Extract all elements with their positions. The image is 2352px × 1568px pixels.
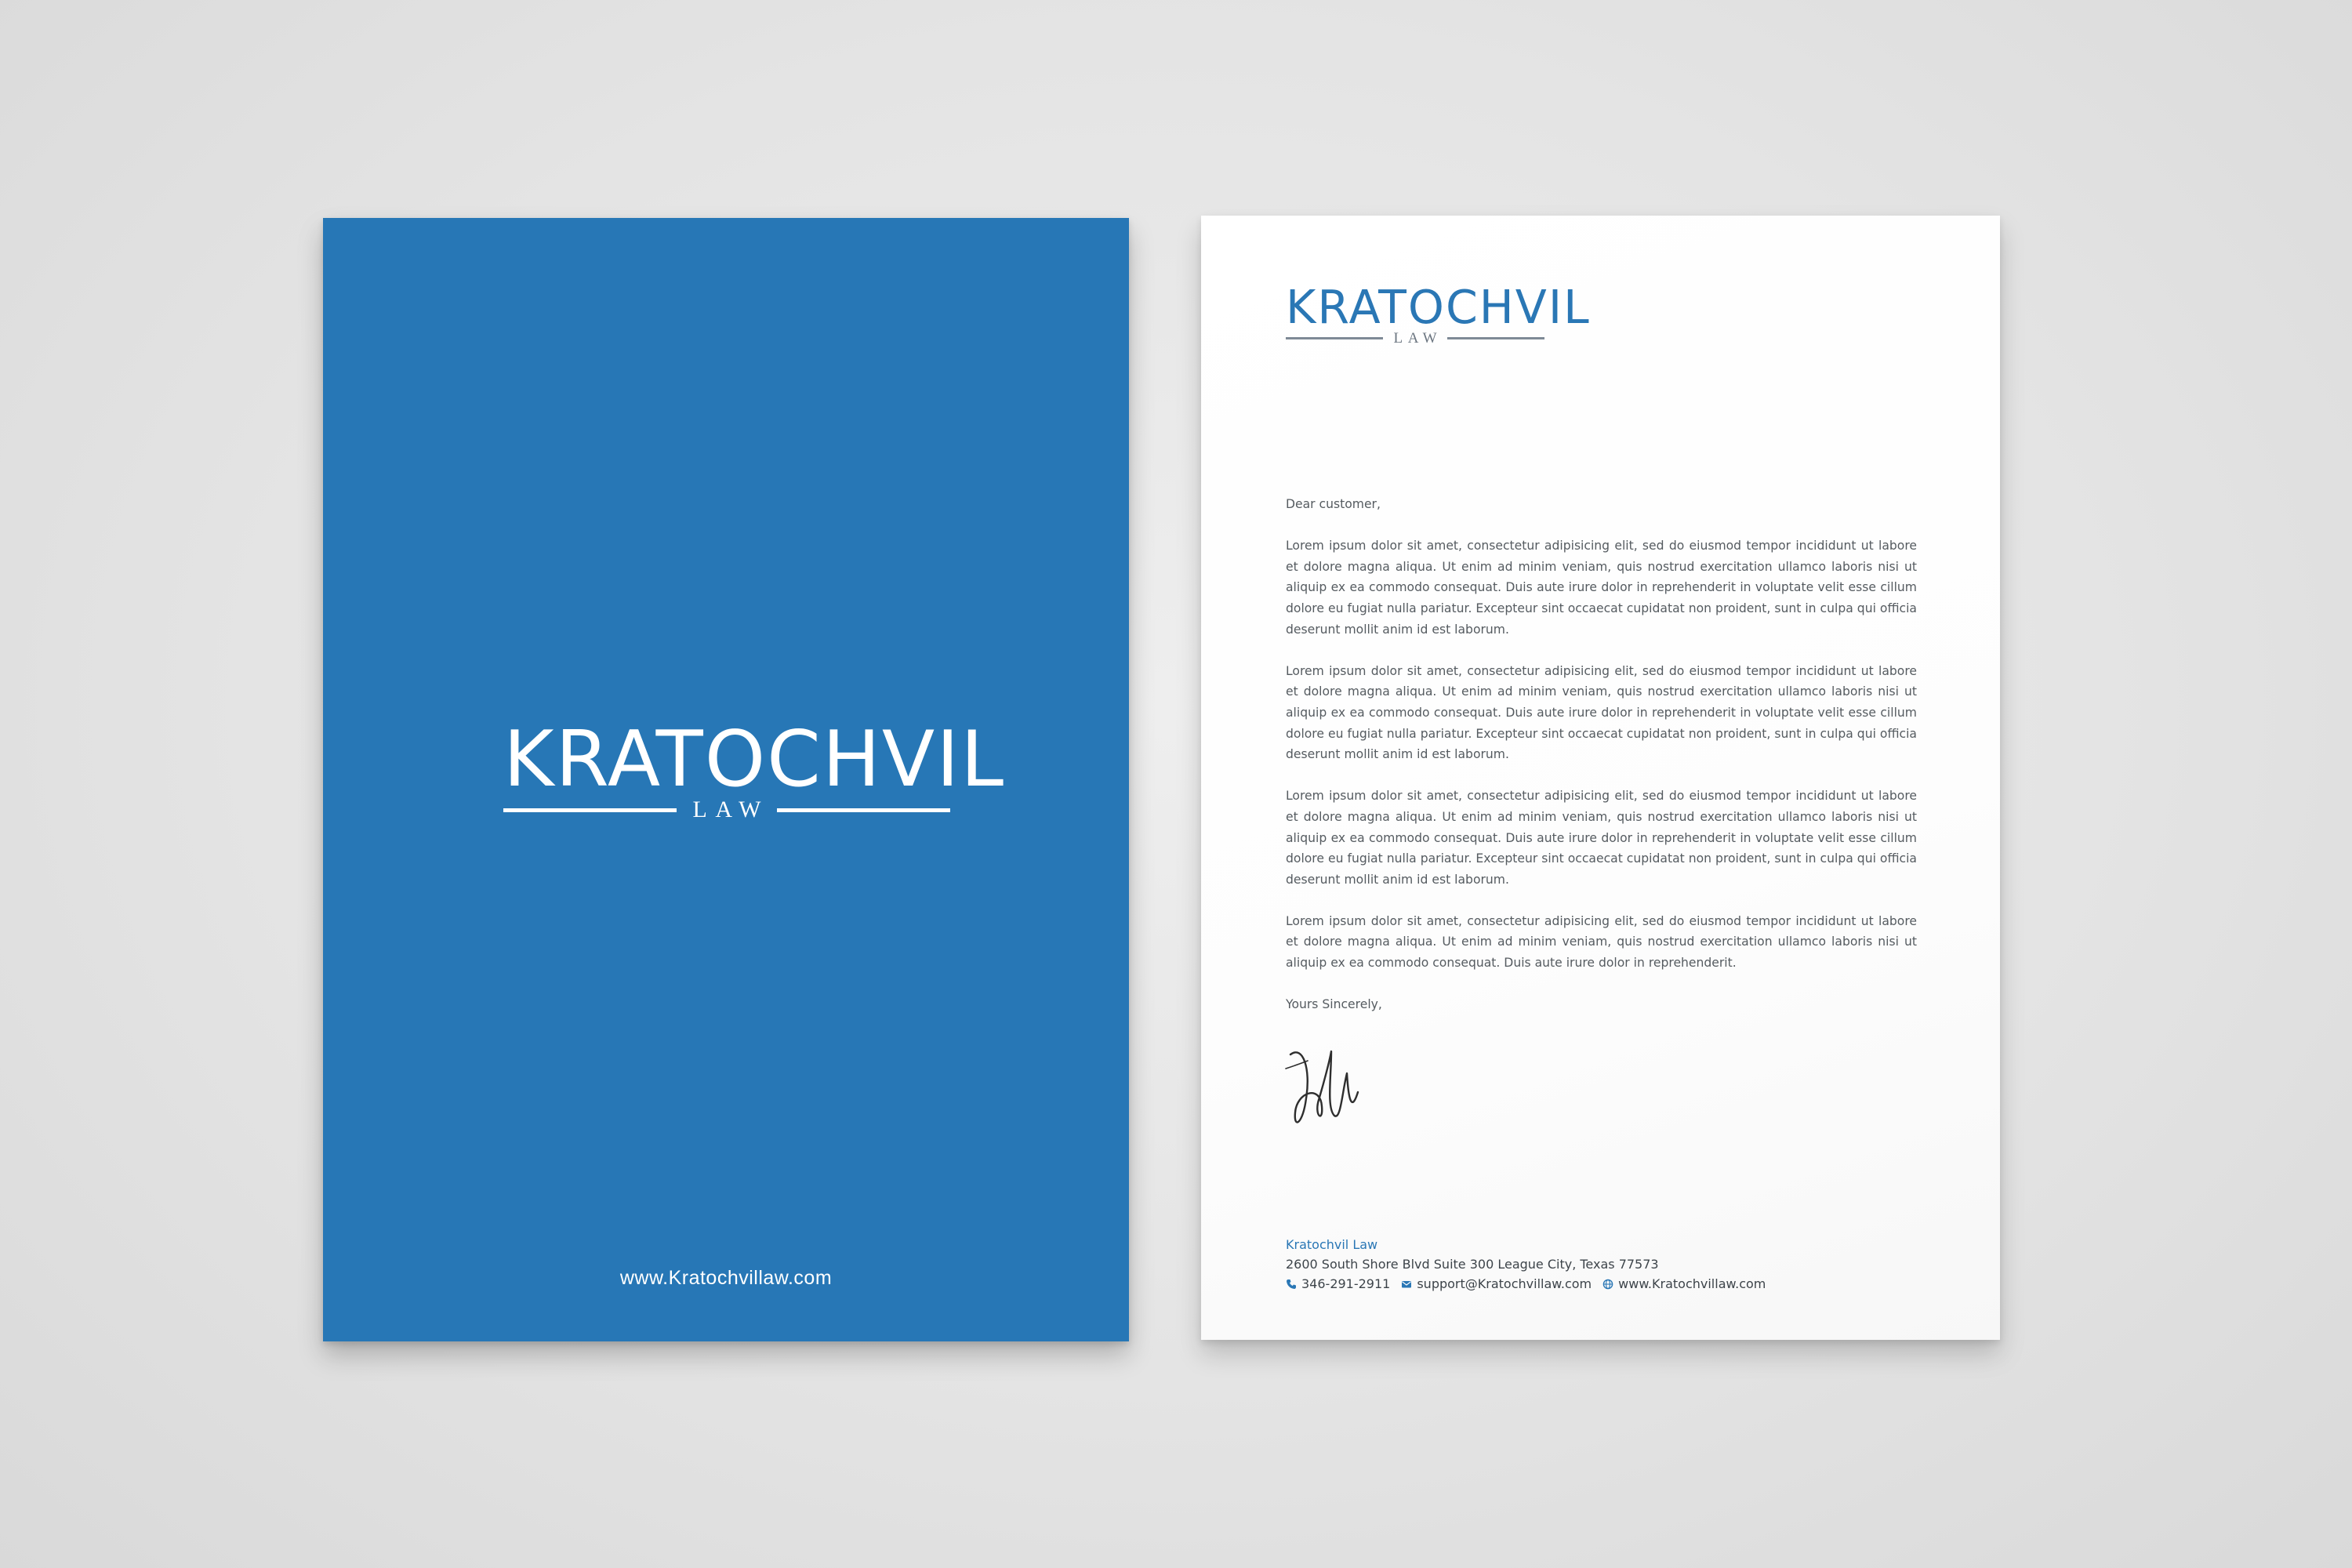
letter-logo-wordmark (1286, 281, 1591, 334)
letter-body (1286, 494, 1917, 1036)
footer-phone: 346-291-2911 (1301, 1276, 1391, 1291)
letter-logo-main: KRATOCHVIL (1286, 281, 1591, 334)
cover-logo-main: KRATOCHVIL (503, 715, 1006, 804)
cover-logo (503, 715, 1006, 823)
letter-greeting: Dear customer, (1286, 497, 1381, 511)
cover-website: www.Kratochvillaw.com (619, 1267, 833, 1289)
phone-icon (1286, 1279, 1297, 1290)
letter-logo-sub: LAW (1393, 329, 1443, 347)
footer-website: www.Kratochvillaw.com (1618, 1276, 1766, 1291)
cover-logo-rule-left (503, 808, 677, 812)
letter-paragraph-4: Lorem ipsum dolor sit amet, consectetur adipisicing elit, sed do eiusmod tempor incididunt ut labore et dolore magna aliqua. Ut enim ad minim veniam, quis nostrud exercitation ullamco laboris nisi ut aliquip ex ea commodo consequat. Duis aute irure dolor in reprehenderit. (1286, 913, 1917, 971)
cover-logo-rule-right (777, 808, 950, 812)
footer-address: 2600 South Shore Blvd Suite 300 League City, Texas 77573 (1286, 1257, 1659, 1272)
signature-mark (1279, 1037, 1381, 1139)
letter-logo-rule-left (1286, 337, 1383, 339)
footer-email: support@Kratochvillaw.com (1417, 1276, 1592, 1291)
globe-icon (1602, 1279, 1613, 1290)
letterhead-sheet (1201, 216, 2000, 1340)
footer-contact-row (1286, 1274, 1766, 1294)
letter-logo-rule-right (1447, 337, 1544, 339)
letter-paragraph-1: Lorem ipsum dolor sit amet, consectetur adipisicing elit, sed do eiusmod tempor incididunt ut labore et dolore magna aliqua. Ut enim ad minim veniam, quis nostrud exercitation ullamco laboris nisi ut aliquip ex ea commodo consequat. Duis aute irure dolor in reprehenderit in voluptate velit esse cillum dolore eu fugiat nulla pariatur. Excepteur sint occaecat cupidatat non proident, sunt in culpa qui officia deserunt mollit anim id est laborum. (1286, 539, 1917, 637)
letter-closing: Yours Sincerely, (1286, 997, 1382, 1012)
cover-sheet (323, 218, 1129, 1341)
letter-logo (1286, 281, 1591, 347)
letter-paragraph-2: Lorem ipsum dolor sit amet, consectetur adipisicing elit, sed do eiusmod tempor incididunt ut labore et dolore magna aliqua. Ut enim ad minim veniam, quis nostrud exercitation ullamco laboris nisi ut aliquip ex ea commodo consequat. Duis aute irure dolor in reprehenderit in voluptate velit esse cillum dolore eu fugiat nulla pariatur. Excepteur sint occaecat cupidatat non proident, sunt in culpa qui officia deserunt mollit anim id est laborum. (1286, 663, 1917, 762)
letter-paragraph-3: Lorem ipsum dolor sit amet, consectetur adipisicing elit, sed do eiusmod tempor incididunt ut labore et dolore magna aliqua. Ut enim ad minim veniam, quis nostrud exercitation ullamco laboris nisi ut aliquip ex ea commodo consequat. Duis aute irure dolor in reprehenderit in voluptate velit esse cillum dolore eu fugiat nulla pariatur. Excepteur sint occaecat cupidatat non proident, sunt in culpa qui officia deserunt mollit anim id est laborum. (1286, 789, 1917, 887)
footer-firm-name: Kratochvil Law (1286, 1237, 1378, 1252)
cover-logo-sub: LAW (692, 797, 769, 823)
letter-footer (1286, 1235, 1766, 1294)
cover-logo-wordmark (503, 715, 1006, 804)
mail-icon (1401, 1279, 1412, 1290)
